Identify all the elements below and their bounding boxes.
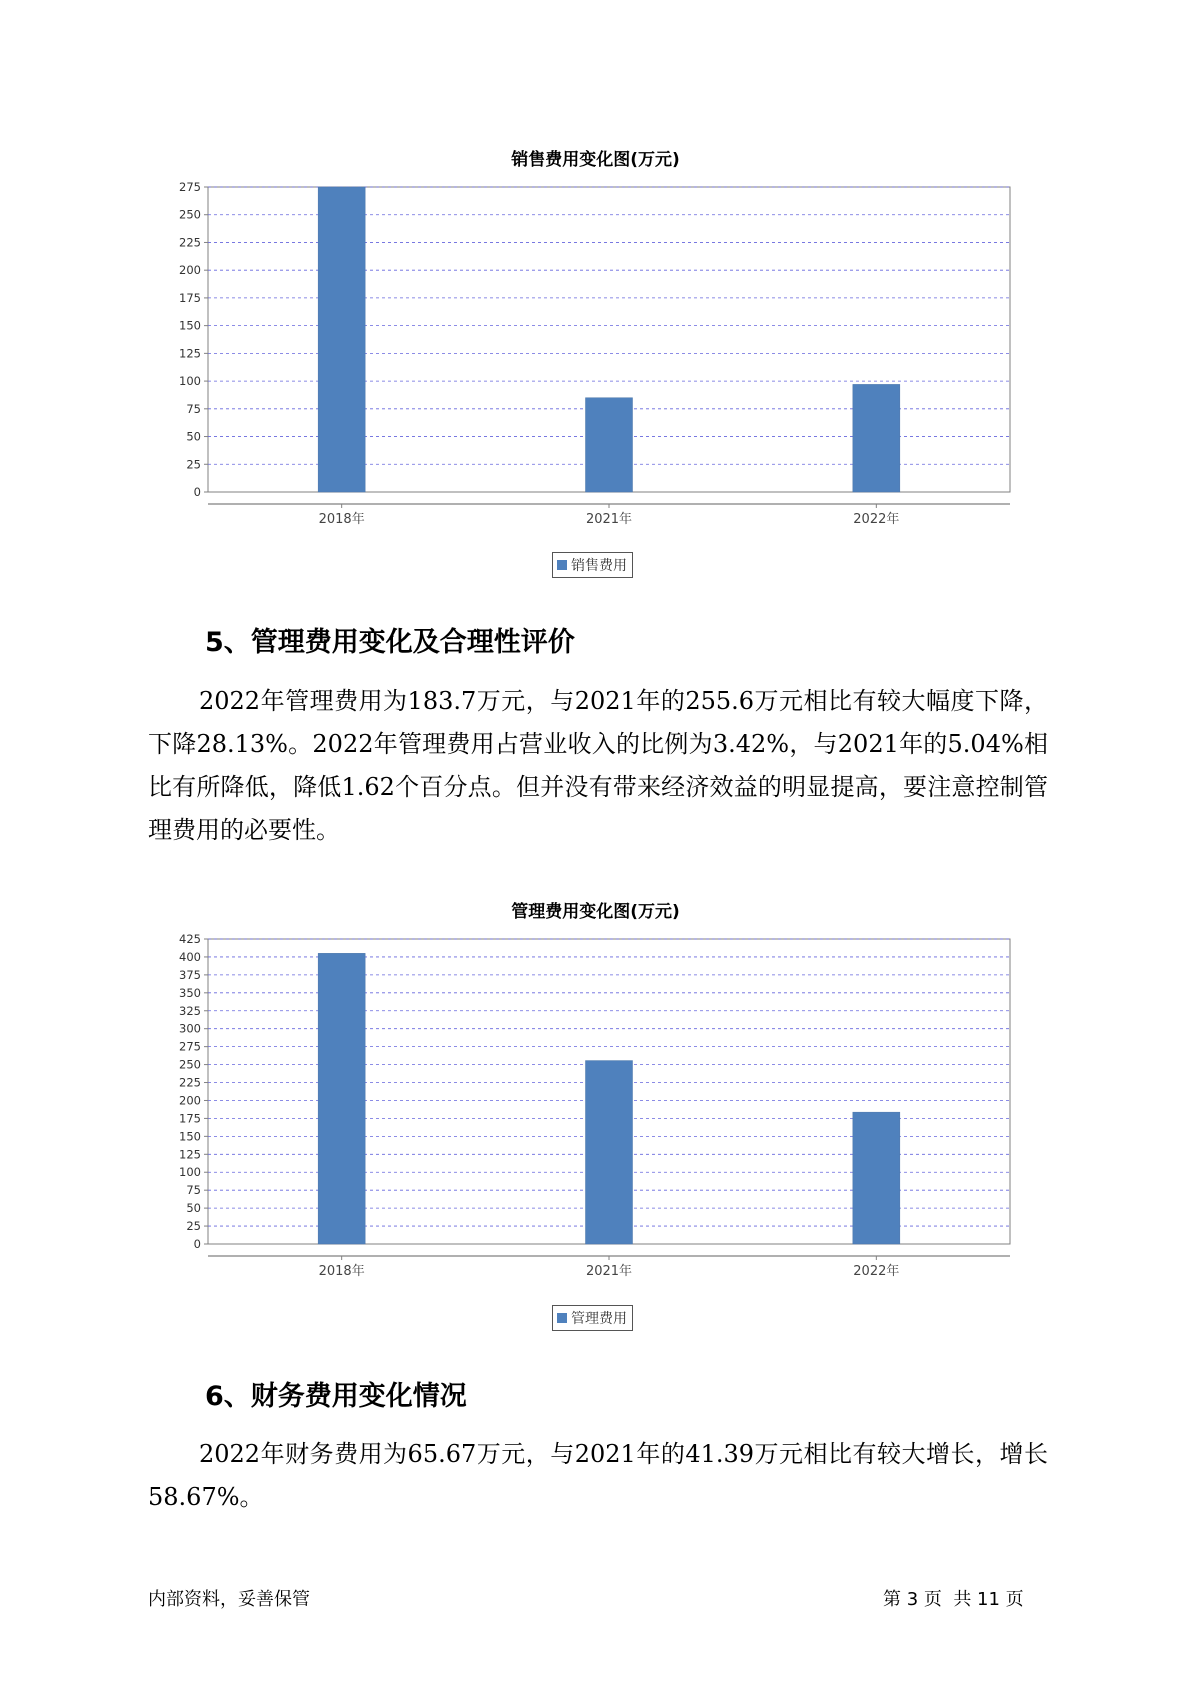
admin-expense-chart	[150, 929, 1020, 1279]
y-tick-label: 150	[179, 1129, 201, 1144]
y-tick-label: 225	[179, 235, 201, 250]
y-tick-label: 225	[179, 1075, 201, 1090]
x-tick-label: 2021年	[585, 1264, 633, 1279]
y-tick-label: 175	[179, 1111, 201, 1126]
x-tick-label: 2018年	[318, 1264, 365, 1279]
y-tick-label: 0	[193, 485, 201, 499]
chart-title-sales-expense: 销售费用变化图(万元)	[511, 150, 680, 170]
bar	[586, 1061, 633, 1244]
bar	[586, 398, 633, 492]
y-tick-label: 100	[179, 374, 201, 389]
section-5-text: 2022年管理费用为183.7万元，与2021年的255.6万元相比有较大幅度下降，下降28.13%。2022年管理费用占营业收入的比例为3.42%，与2021年的5.04%相比有所降低，降低1.62个百分点。但并没有带来经济效益的明显提高，要注意控制管理费用的必要性。	[148, 687, 1048, 844]
section-6-paragraph	[148, 1433, 1048, 1519]
y-tick-label: 75	[186, 401, 201, 416]
y-tick-label: 400	[179, 949, 201, 964]
sales-expense-chart-svg	[150, 177, 1020, 527]
y-tick-label: 50	[186, 429, 201, 444]
y-tick-label: 75	[186, 1183, 201, 1198]
y-tick-label: 375	[179, 967, 201, 982]
y-tick-label: 150	[179, 318, 201, 333]
y-tick-label: 350	[179, 985, 201, 1000]
sales-expense-chart	[150, 177, 1020, 527]
x-tick-label: 2022年	[853, 1264, 900, 1279]
y-tick-label: 425	[179, 932, 201, 946]
legend-swatch	[557, 560, 567, 570]
y-tick-label: 325	[179, 1003, 201, 1018]
x-tick-label: 2022年	[853, 512, 900, 527]
y-tick-label: 200	[179, 263, 201, 278]
y-tick-label: 100	[179, 1165, 201, 1180]
y-tick-label: 25	[186, 1219, 201, 1234]
bar	[318, 187, 365, 492]
admin-expense-chart-svg	[150, 929, 1020, 1279]
y-tick-label: 175	[179, 290, 201, 305]
y-tick-label: 300	[179, 1021, 201, 1036]
legend-label: 销售费用	[571, 558, 627, 574]
y-tick-label: 125	[179, 1147, 201, 1162]
y-tick-label: 125	[179, 346, 201, 361]
chart-title-admin-expense: 管理费用变化图(万元)	[511, 902, 680, 922]
x-tick-label: 2021年	[585, 512, 633, 527]
y-tick-label: 50	[186, 1201, 201, 1216]
y-tick-label: 275	[179, 180, 201, 194]
bar	[853, 384, 900, 492]
chart-legend-admin-expense	[552, 1305, 633, 1331]
section-5-paragraph	[148, 680, 1048, 852]
y-tick-label: 0	[193, 1237, 201, 1251]
y-tick-label: 275	[179, 1039, 201, 1054]
section-6-heading: 6、财务费用变化情况	[205, 1381, 467, 1412]
bar	[318, 953, 365, 1244]
legend-label: 管理费用	[571, 1311, 627, 1327]
y-tick-label: 250	[179, 207, 201, 222]
legend-swatch	[557, 1313, 567, 1323]
x-tick-label: 2018年	[318, 512, 365, 527]
y-tick-label: 250	[179, 1057, 201, 1072]
y-tick-label: 200	[179, 1093, 201, 1108]
bar	[853, 1112, 900, 1244]
footer-confidential-note: 内部资料，妥善保管	[148, 1589, 310, 1610]
section-5-heading: 5、管理费用变化及合理性评价	[205, 627, 575, 658]
chart-legend-sales-expense	[552, 552, 633, 578]
footer-page-number: 第 3 页 共 11 页	[883, 1589, 1024, 1610]
y-tick-label: 25	[186, 457, 201, 472]
section-6-text: 2022年财务费用为65.67万元，与2021年的41.39万元相比有较大增长，增长58.67%。	[148, 1440, 1048, 1511]
